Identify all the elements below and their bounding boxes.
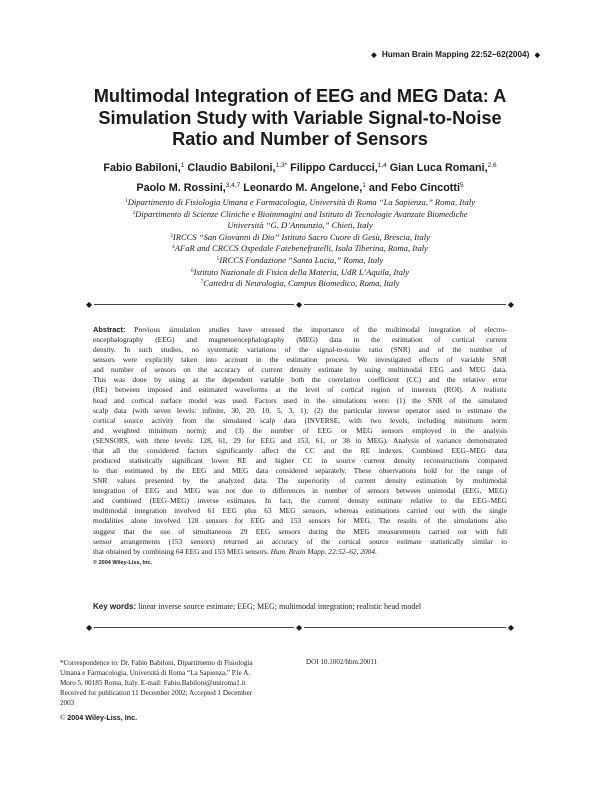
diamond-icon: ◆ (296, 299, 303, 309)
affiliation: Università “G. D’Annunzio,” Chieti, Italy (227, 220, 373, 231)
author-line (60, 157, 540, 177)
running-header (368, 50, 543, 59)
copyright-text: 2004 Wiley-Liss, Inc. (67, 713, 138, 722)
author-affil: 1,3* (275, 162, 288, 169)
journal-citation: Human Brain Mapping 22:52–62(2004) (381, 50, 530, 59)
title-line: Multimodal Integration of EEG and MEG Data: A (93, 86, 507, 106)
title-line: Simulation Study with Variable Signal-to-Noise (98, 107, 502, 128)
affiliation: $^3$IRCCS “San Giovanni di Dio” Istituto Sacro Cuore di Gesù, Brescia, Italy (170, 231, 430, 242)
diamond-icon: ◆ (296, 622, 303, 632)
affiliation: $^7$Cattedra di Neurologia, Campus Biomedico, Roma, Italy (200, 278, 400, 289)
author-name: Filippo Carducci, (290, 162, 378, 174)
affiliation: $^6$Istituto Nazionale di Fisica della Materia, UdR L’Aquila, Italy (190, 266, 410, 277)
affiliation: $^5$IRCCS Fondazione “Santa Lucia,” Roma, Italy (216, 254, 384, 265)
author-affil: 1,4 (377, 162, 387, 169)
author-line (60, 177, 540, 197)
abstract-label: Abstract: (93, 325, 126, 334)
affiliation: $^2$Dipartimento di Scienze Cliniche e Bioimmagini and Istituto di Tecnologie Avanzate Biomediche (132, 208, 468, 219)
author-affil: 5 (460, 182, 464, 189)
affiliation: $^4$AFaR and CRCCS Ospedale Fatebenefratelli, Isola Tiberina, Roma, Italy (172, 243, 428, 254)
author-name: Fabio Babiloni, (103, 162, 181, 174)
author-affil: 2,6 (487, 162, 497, 169)
doi: DOI 10.1002/hbm.20011 (306, 658, 378, 666)
author-list (60, 157, 540, 197)
abstract-copyright: © 2004 Wiley-Liss, Inc. (93, 559, 153, 566)
abstract: Abstract: Previous simulation studies have stressed the importance of the multimodal integration of electro- encephalography (EEG) and magnetoencephalography (MEG) data in the estimation of cortical current density. In such studies, no systematic variations of the signal-to-noise ratio (SNR) and of the number of sensors were explicitly taken into account in the estimation process. We investigated effects of variable SNR and number of sensors on the accuracy of current density estimate by using multimodal EEG and MEG data. This was done by using as the dependent variable both the correlation coefficient (CC) and the relative error (RE) between imposed and estimated waveforms at the level of cortical region of interests (ROI). A realistic head and cortical surface model was used. Factors used in the simulations were: (1) the SNR of the simulated scalp data (with seven levels: infinite, 30, 20, 10, 5, 3, 1); (2) the particular inverse operator used to estimate the cortical source activity from the simulated scalp data (INVERSE, with two levels, including minimum norm and weighted minimum norm); and (3) the number of EEG or MEG sensors employed in the analysis (SENSORS, with three levels: 128, 61, 29 for EEG and 153, 61, or 38 in MEG). Analysis of variance demonstrated that all the considered factors significantly affect the CC and the RE indexes. Combined EEG–MEG data produced statistically significant lower RE and higher CC in source current density reconstructions compared to that estimated by the EEG and MEG data considered separately. These observations hold for the range of SNR values presented by the analyzed data. The superiority of current density estimation by multimodal integration of EEG and MEG was not due to differences in number of sensors between unimodal (EEG, MEG) and combined (EEG–MEG) inverse estimates. In fact, the current density estimate relative to the EEG–MEG multimodal integration involved 61 EEG plus 63 MEG sensors, whereas estimations carried out with the single modalities alone involved 128 sensors for EEG and 153 sensors for MEG. The results of the simulations also suggest that the use of simultaneous 29 EEG sensors during the MEG measurements carried out with full sensor arrangements (153 sensors) returned an accuracy of the cortical source estimate statistically similar to that obtained by combining 64 EEG and 153 MEG sensors. Hum. Brain Mapp. 22:52–62, 2004. © 2004 Wiley-Liss, Inc. (93, 325, 507, 568)
diamond-icon: ◆ (86, 299, 93, 309)
diamond-icon: ◆ (507, 622, 514, 632)
page-copyright (60, 713, 137, 722)
copyright-symbol: © (60, 714, 66, 722)
author-name: Paolo M. Rossini, (136, 182, 226, 194)
section-divider (86, 622, 514, 632)
affiliation: $^1$Dipartimento di Fisiologia Umana e Farmacologia, Università di Roma “La Sapienza,” Roma, Italy (124, 197, 476, 207)
diamond-icon: ◆ (371, 52, 377, 59)
author-affil: 1 (362, 182, 366, 189)
diamond-icon: ◆ (507, 299, 514, 309)
author-name: Gian Luca Romani, (389, 162, 488, 174)
author-name: and Febo Cincotti (368, 182, 460, 194)
correspondence-footnote: *Correspondence to: Dr. Fabio Babiloni, Dipartimento di Fisiologia Umana e Farmacologia, Università di Roma “La Sapienza,” P.le A. Moro 5, 00185 Roma, Italy. E-mail: Fabio.Babiloni@uniroma1.it Received for publication 11 December 2002; Accepted 1 December 2003 (60, 659, 253, 708)
diamond-icon: ◆ (86, 622, 93, 632)
section-divider (86, 299, 514, 309)
keywords-label: Key words: (93, 602, 137, 611)
abstract-citation: Hum. Brain Mapp. 22:52–62, 2004. (270, 546, 377, 556)
diamond-icon: ◆ (534, 52, 540, 59)
author-affil: 3,4,7 (225, 182, 241, 189)
keywords-text: linear inverse source estimate; EEG; MEG; multimodal integration; realistic head model (138, 602, 422, 611)
affiliation-list (60, 196, 540, 289)
title-line: Ratio and Number of Sensors (172, 129, 428, 149)
keywords (93, 602, 513, 611)
author-name: Leonardo M. Angelone, (243, 182, 363, 194)
author-affil: 1 (180, 162, 185, 169)
paper-title (60, 86, 540, 151)
author-name: Claudio Babiloni, (187, 162, 276, 174)
